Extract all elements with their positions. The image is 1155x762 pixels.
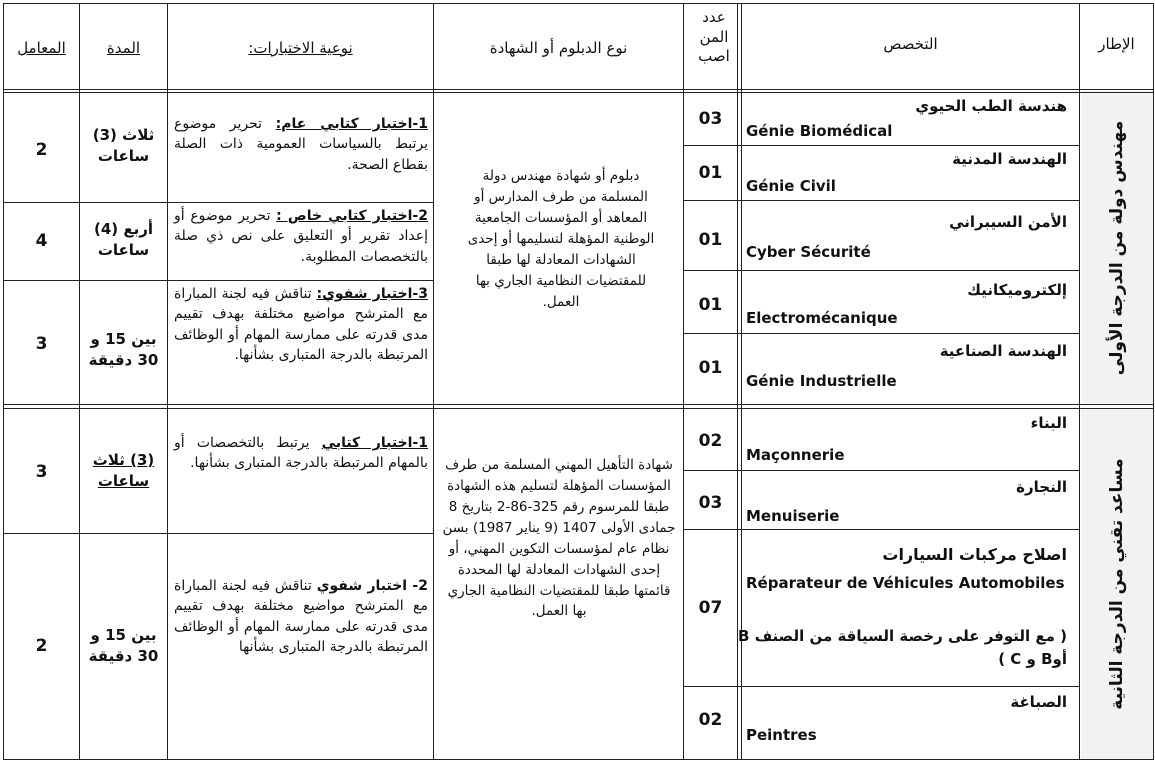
specialty-ar: الهندسة المدنية: [952, 150, 1067, 168]
posts-count: 02: [698, 710, 723, 730]
framework-label-1: مهندس دولة من الدرجة الأولى: [1107, 120, 1127, 376]
test-description: 2-اختبار كتابي خاص : تحرير موضوع أو إعداد تقرير أو التعليق على نص ذي صلة بالتخصصات المطلوبة.: [174, 208, 428, 265]
test-coefficient: 3: [35, 462, 48, 482]
header-coefficient: المعامل: [17, 39, 66, 57]
header-diploma: نوع الدبلوم أو الشهادة: [489, 39, 628, 57]
framework-label-2: مساعد تقني من الدرجة الثانية: [1107, 458, 1127, 710]
test-duration: أربع (4) ساعات: [93, 220, 154, 259]
header-framework: الإطار: [1098, 35, 1135, 53]
test-description: 2- اختبار شفوي تناقش فيه لجنة المباراة مع المترشح مواضيع مختلفة بهدف تقييم مدى قدرته على ممارسة المهام أو الوظائف المرتبطة بالدرجة المتبارى بشأنها: [174, 578, 428, 655]
diploma-text: شهادة التأهيل المهني المسلمة من طرف المؤسسات المؤهلة لتسليم هذه الشهادة طبقا للمرسوم رقم 325-86-2 بتاريخ 8 جمادى الأولى 1407 (9 يناير 1987) بسن نظام عام لمؤسسات التكوين المهني، أو إحدى الشهادات المعادلة لها المحددة قائمتها طبقا للمقتضيات النظامية الجاري بها العمل.: [442, 457, 676, 620]
posts-count: 01: [698, 358, 723, 378]
test-duration: (3) ثلاث ساعات: [92, 451, 155, 490]
specialty-ar: هندسة الطب الحيوي: [915, 97, 1067, 115]
posts-count: 01: [698, 295, 723, 315]
specialty-fr: Génie Biomédical: [746, 122, 893, 140]
header-test-type: نوعية الاختبارات:: [248, 39, 353, 57]
specialty-fr: Peintres: [746, 726, 817, 744]
specialty-ar: النجارة: [1016, 478, 1067, 496]
specialty-fr: Cyber Sécurité: [746, 243, 871, 261]
test-coefficient: 4: [35, 231, 48, 251]
specialty-fr: Génie Industrielle: [746, 372, 897, 390]
test-description: 3-اختبار شفوي: تناقش فيه لجنة المباراة مع المترشح مواضيع مختلفة بهدف تقييم مدى قدرته على ممارسة المهام أو الوظائف المرتبطة بالدرجة المتبارى بشأنها.: [174, 286, 428, 363]
test-description: 1-اختبار كتابي عام: تحرير موضوع يرتبط بالسياسات العمومية ذات الصلة بقطاع الصحة.: [174, 116, 428, 173]
specialty-fr: Génie Civil: [746, 177, 836, 195]
specialty-fr: Réparateur de Véhicules Automobiles: [746, 574, 1065, 592]
test-description: 1-اختبار كتابي يرتبط بالتخصصات أو بالمهام المرتبطة بالدرجة المتبارى بشأنها.: [174, 435, 428, 472]
posts-count: 07: [698, 598, 723, 618]
posts-count: 03: [698, 109, 723, 129]
test-duration: بين 15 و 30 دقيقة: [88, 626, 159, 665]
specialty-ar: إلكتروميكانيك: [967, 281, 1067, 299]
specialty-ar: الصباغة: [1010, 693, 1067, 711]
specialty-fr: Maçonnerie: [746, 446, 845, 464]
specialty-ar: الهندسة الصناعية: [939, 342, 1067, 360]
posts-count: 03: [698, 493, 723, 513]
specialty-note: ( مع التوفر على رخصة السياقة من الصنف B أوB و C ): [738, 627, 1067, 668]
test-coefficient: 2: [35, 140, 48, 160]
posts-count: 01: [698, 163, 723, 183]
specialty-fr: Electromécanique: [746, 309, 898, 327]
specialty-ar: الأمن السيبراني: [949, 213, 1067, 231]
test-duration: ثلاث (3) ساعات: [92, 126, 155, 165]
specialty-fr: Menuiserie: [746, 507, 840, 525]
header-duration: المدة: [106, 39, 141, 57]
specialty-ar: اصلاح مركبات السيارات: [882, 545, 1067, 564]
header-posts: عدد المن اصب: [698, 8, 730, 65]
diploma-text: دبلوم أو شهادة مهندس دولة المسلمة من طرف المدارس أو المعاهد أو المؤسسات الجامعية الوطنية المؤهلة لتسليمها أو إحدى الشهادات المعادلة لها طبقا للمقتضيات النظامية الجاري بها العمل.: [467, 168, 655, 310]
test-coefficient: 2: [35, 636, 48, 656]
specialty-ar: البناء: [1030, 414, 1067, 432]
test-duration: بين 15 و 30 دقيقة: [88, 330, 159, 369]
posts-count: 02: [698, 431, 723, 451]
test-coefficient: 3: [35, 334, 48, 354]
header-specialty: التخصص: [883, 35, 938, 53]
posts-count: 01: [698, 230, 723, 250]
